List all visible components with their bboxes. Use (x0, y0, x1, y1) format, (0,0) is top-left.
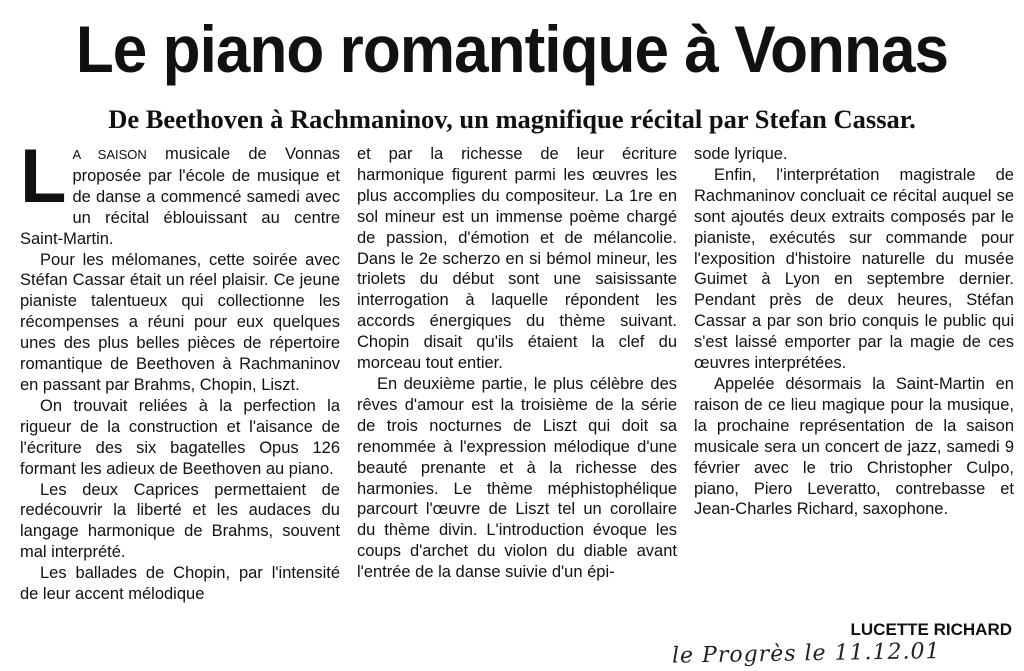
headline-block (0, 0, 1024, 98)
subheadline: De Beethoven à Rachmaninov, un magnifique récital par Stefan Cassar. (108, 104, 916, 134)
handwritten-note: le Progrès le 11.12.01 (671, 638, 941, 669)
paragraph: et par la richesse de leur écriture harmonique figurent parmi les œuvres les plus accomplies du compositeur. La 1re en sol mineur est un immense poème chargé de passion, d'émotion et de mélancolie. Dans le 2e scherzo en si bémol mineur, les triolets du début sont une saisissante interrogation à laquelle répondent les accords énergiques du thème suivant. Chopin disait qu'ils étaient la clef du morceau tout entier. (357, 145, 677, 373)
paragraph: Les deux Caprices permettaient de redécouvrir la liberté et les audaces du langage harmonique de Brahms, souvent mal interprété. (20, 480, 340, 562)
paragraph: Enfin, l'interprétation magistrale de Rachmaninov concluait ce récital auquel se sont ajoutés deux extraits composés par le pianiste, exécutés sur commande pour l'exposition d'histoire naturelle du musée Guimet à Lyon en septembre dernier. Pendant près de deux heures, Stéfan Cassar a par son brio conquis le public qui s'est laissé emporter par la magie de ces œuvres interprétées. (694, 165, 1014, 373)
column-1 (20, 144, 340, 624)
lead-smallcaps: A SAISON (72, 147, 147, 162)
drop-cap: L (20, 144, 67, 219)
paragraph: On trouvait reliées à la perfection la rigueur de la construction et l'aisance de l'écriture des six bagatelles Opus 126 formant les adieux de Beethoven au piano. (20, 396, 340, 478)
lead-text: musicale de Vonnas proposée par l'école de musique et de danse a commencé samedi avec un récital éblouissant au centre Saint-Martin. (20, 145, 340, 248)
paragraph: Les ballades de Chopin, par l'intensité de leur accent mélodique (20, 564, 340, 604)
column-3 (694, 144, 1014, 624)
column-2 (357, 144, 677, 624)
paragraph: En deuxième partie, le plus célèbre des rêves d'amour est la troisième de la série de trois nocturnes de Liszt qui doit sa renommée à l'expression mélodique d'une beauté prenante et à la richesse des harmonies. Le thème méphistophélique parcourt l'œuvre de Liszt tel un corollaire du thème divin. L'introduction évoque les coups d'archet du violon du diable avant l'entrée de la danse suivie d'un épi- (357, 374, 677, 582)
byline: LUCETTE RICHARD (850, 620, 1012, 639)
lead-paragraph (20, 144, 340, 250)
article-body (20, 144, 1014, 624)
paragraph: Appelée désormais la Saint-Martin en raison de ce lieu magique pour la musique, la prochaine représentation de la saison musicale sera un concert de jazz, samedi 9 février avec le trio Christopher Culpo, piano, Piero Leveratto, contrebasse et Jean-Charles Richard, saxophone. (694, 374, 1014, 519)
paragraph: Pour les mélomanes, cette soirée avec Stéfan Cassar était un réel plaisir. Ce jeune pianiste talentueux qui collectionne les récompenses a réuni pour eux quelques unes des plus belles pièces de répertoire romantique de Beethoven à Rachmaninov en passant par Brahms, Chopin, Liszt. (20, 250, 340, 394)
paragraph: sode lyrique. (694, 145, 788, 163)
headline: Le piano romantique à Vonnas (75, 12, 949, 86)
